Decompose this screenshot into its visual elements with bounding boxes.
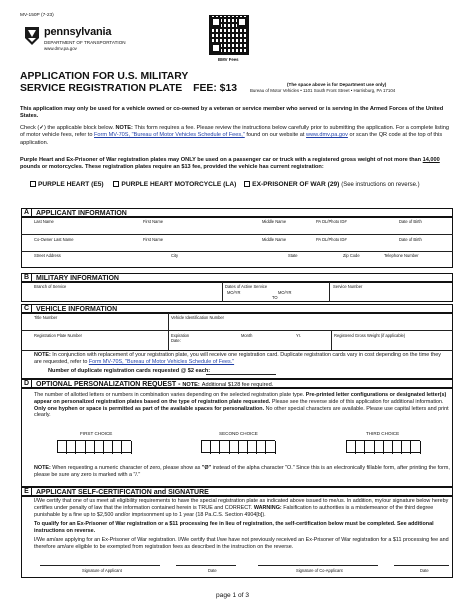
branch-of-service-field[interactable]: Branch of Service <box>34 284 67 289</box>
form-fee: FEE: $13 <box>193 83 238 94</box>
fee-schedule-link[interactable]: Form MV-70S, "Bureau of Motor Vehicles Schedule of Fees," <box>94 132 245 139</box>
section-e-letter: E <box>22 488 32 495</box>
co-owner-dob-field[interactable]: Date of Birth <box>399 237 422 242</box>
applicant-signature-label: Signature of Applicant <box>82 568 122 573</box>
co-owner-last-name-field[interactable]: Co-Owner Last Name <box>34 237 74 242</box>
section-d-title-text: OPTIONAL PERSONALIZATION REQUEST - <box>36 380 181 388</box>
agency-name: pennsylvania <box>44 26 112 38</box>
zero-character-note <box>34 465 450 479</box>
section-a-header <box>21 208 453 217</box>
applicant-date-label: Date <box>208 568 217 573</box>
plate-options <box>30 181 460 188</box>
checkmark-icon: ✓ <box>39 125 44 131</box>
agency-department: DEPARTMENT OF TRANSPORTATION <box>44 40 126 45</box>
zero-note-text-1: When requesting a numeric character of zero, please show as <box>52 465 201 471</box>
ex-pow-label: EX-PRISONER OF WAR (29) <box>252 181 340 188</box>
warning-label: WARNING: <box>253 504 282 511</box>
weight-limit: 14,000 <box>422 157 440 163</box>
city-field[interactable]: City <box>171 253 179 258</box>
personalization-text-2: Please see the reverse side of this application for additional information. <box>271 398 444 405</box>
personalization-text-1: The number of allotted letters or numbers in combination varies depending on the selected registration plate type. <box>34 392 305 398</box>
co-applicant-date-label: Date <box>420 568 429 573</box>
purple-heart-checkbox[interactable] <box>30 181 36 187</box>
gross-weight-field[interactable]: Registered Gross Weight (if applicable) <box>334 333 406 338</box>
section-d-note-label: NOTE: <box>182 381 200 388</box>
co-owner-middle-name-field[interactable]: Middle Name <box>262 237 287 242</box>
service-number-field[interactable]: Service Number <box>333 284 363 289</box>
qr-caption: BMV Fees <box>218 57 239 62</box>
duplicate-cards-label: Number of duplicate registration cards requested @ $2 each: <box>48 368 211 374</box>
registration-plate-field[interactable]: Registration Plate Number <box>34 333 83 338</box>
option-purple-heart[interactable] <box>30 181 104 188</box>
middle-name-field[interactable]: Middle Name <box>262 219 287 224</box>
section-c-title: VEHICLE INFORMATION <box>36 305 118 313</box>
last-name-field[interactable]: Last Name <box>34 219 54 224</box>
second-choice-boxes[interactable] <box>201 440 275 453</box>
certification-text-1: I/We certify that one of us meet all eligibility requirements to have the special registration plate as indicated above issued to me/us. In addition, my/our signature below hereby certifies under penalty of law that the information contained herein is TRUE and CORRECT. <box>34 498 449 511</box>
section-e-title: APPLICANT SELF-CERTIFICATION and SIGNATURE <box>36 488 209 496</box>
state-field[interactable]: State <box>288 253 298 258</box>
date-of-birth-field[interactable]: Date of Birth <box>399 219 422 224</box>
dmv-website-link[interactable]: www.dmv.pa.gov <box>306 132 348 139</box>
qr-code[interactable] <box>209 15 249 55</box>
form-id: MV-150P (7-23) <box>20 13 54 18</box>
zero-note-text-2: instead of the alpha character "O." Since this is an electronically fillable form, after printing the form, please be sure any zero is marked with a "/." <box>34 465 450 478</box>
active-service-dates-label: Dates of Active Service <box>225 284 268 289</box>
third-choice-boxes[interactable] <box>346 440 420 453</box>
plate-rules-paragraph <box>20 157 453 172</box>
co-owner-dl-field[interactable]: PA DL/Photo ID# <box>316 237 347 242</box>
form-title-text: SERVICE REGISTRATION PLATE <box>20 83 183 94</box>
section-c-letter: C <box>22 305 32 312</box>
dept-use-heading: (The space above is for Department use only) <box>287 82 387 87</box>
plate-rule-2: pounds or motorcycles. These registration plates require an $13 fee, provided the vehicle has current registration: <box>20 164 324 171</box>
pow-certification-text: I/We am/are applying for an Ex-Prisoner of War registration. I/We certify that I/we have not previously received an Ex-Prisoner of War registration for a $11 processing fee and therefore am/are eligible to be exempted from registration fees as described in the instruction on the reverse. <box>34 537 449 550</box>
section-c-header <box>21 304 453 313</box>
section-b-header <box>21 273 453 282</box>
fee-instructions: This form requires a fee. Please review the instructions below carefully prior to submitting the application. For a complete listing of motor vehicle fees, refer to <box>20 125 449 139</box>
first-choice-label: FIRST CHOICE <box>80 431 113 436</box>
section-d-note-text: Additional $128 fee required. <box>201 381 274 388</box>
title-number-field[interactable]: Title Number <box>34 315 58 320</box>
section-a-letter: A <box>22 209 32 216</box>
co-applicant-signature-line[interactable] <box>258 565 378 566</box>
personalization-text-3: No other special characters are available. Please use capital letters and print clearly. <box>34 405 449 419</box>
street-address-field[interactable]: Street Address <box>34 253 61 258</box>
qr-instruction: or scan the QR code at the top of this application. <box>20 132 443 146</box>
section-c-fee-link[interactable]: Form MV-70S, "Bureau of Motor Vehicles Schedule of Fees." <box>88 358 235 365</box>
section-c-note-label: NOTE: <box>34 352 51 358</box>
option-ex-pow[interactable] <box>244 181 339 188</box>
section-d-letter: D <box>22 380 32 387</box>
purple-heart-motorcycle-checkbox[interactable] <box>113 181 119 187</box>
expiration-month-field[interactable]: Month <box>241 333 253 338</box>
eligibility-text: This application may only be used for a vehicle owned or co-owned by a veteran or service member who served or is serving in the Armed Forces of the United States. <box>20 106 444 120</box>
expiration-year-field[interactable]: Yr. <box>296 333 302 338</box>
co-applicant-signature-label: Signature of Co-Applicant <box>296 568 343 573</box>
personalization-instructions <box>34 392 450 419</box>
section-c-note-text: In conjunction with replacement of your registration plate, you will receive one registration card. Duplicate registration cards vary in cost depending on the time they are requested, refer to <box>34 352 441 365</box>
section-a-title: APPLICANT INFORMATION <box>36 209 127 217</box>
check-text-mid: ) the applicable block below. <box>43 125 114 131</box>
third-choice-label: THIRD CHOICE <box>366 431 400 436</box>
personalization-bold-1: Pre-printed letter configurations or designated letter(s) appear on personalized registration plates based on the type of registration plate requested. <box>34 392 447 405</box>
option-purple-heart-motorcycle[interactable] <box>113 181 236 188</box>
section-b-title: MILITARY INFORMATION <box>36 274 119 282</box>
section-b-letter: B <box>22 274 32 281</box>
section-e-header <box>21 487 453 496</box>
dept-use-address: Bureau of Motor Vehicles • 1101 South Front Street • Harrisburg, PA 17104 <box>250 88 396 93</box>
co-applicant-date-line[interactable] <box>394 565 449 566</box>
co-owner-first-name-field[interactable]: First Name <box>143 237 164 242</box>
pa-keystone-logo <box>22 26 42 46</box>
zero-note-label: NOTE: <box>34 465 51 471</box>
agency-url: www.dmv.pa.gov <box>44 46 77 51</box>
ex-pow-checkbox[interactable] <box>244 181 250 187</box>
applicant-signature-line[interactable] <box>40 565 160 566</box>
personalization-bold-2: Only one hyphen or space is permitted as part of the available spaces for personalization. <box>34 405 265 412</box>
vin-field[interactable]: Vehicle Identification Number <box>171 315 225 320</box>
fee-waiver-text: To qualify for an Ex-Prisoner of War registration or a $11 processing fee in lieu of registration, the self-certification below must be completed. See additional instructions on reverse. <box>34 521 434 534</box>
telephone-field[interactable]: Telephone Number <box>384 253 419 258</box>
second-choice-label: SECOND CHOICE <box>219 431 258 436</box>
section-a-body <box>21 217 453 268</box>
purple-heart-motorcycle-label: PURPLE HEART MOTORCYCLE (LA) <box>121 181 237 188</box>
purple-heart-label: PURPLE HEART (E5) <box>38 181 104 188</box>
first-choice-boxes[interactable] <box>57 440 131 453</box>
service-to-label: TO <box>272 295 278 300</box>
found-text: found on our website at <box>246 132 305 139</box>
self-certification-text <box>34 498 450 518</box>
zero-symbol: "Ø" <box>201 465 212 471</box>
expiration-date-label: Expiration Date: <box>171 333 190 343</box>
service-end-field[interactable]: MO/YR <box>278 290 292 295</box>
section-d-header <box>21 379 453 388</box>
plate-rule-1: Purple Heart and Ex-Prisoner of War registration plates may ONLY be used on a passenger car or truck with a registered gross weight of not more than <box>20 157 422 163</box>
page-number: page 1 of 3 <box>216 592 249 599</box>
dl-photo-id-field[interactable]: PA DL/Photo ID# <box>316 219 347 224</box>
applicant-date-line[interactable] <box>176 565 236 566</box>
check-text-start: Check ( <box>20 125 40 131</box>
service-start-field[interactable]: MO/YR <box>227 290 241 295</box>
duplicate-cards-input[interactable] <box>206 374 276 375</box>
form-title-line2 <box>20 83 237 94</box>
first-name-field[interactable]: First Name <box>143 219 164 224</box>
zip-code-field[interactable]: Zip Code <box>343 253 360 258</box>
note-label: NOTE: <box>115 125 133 131</box>
certification-text-2: Falsification to authorities is a misdemeanor of the third degree punishable by a fine up to $2,500 and/or imprisonment up to 1 year (18 Pa.C.S. Section 4904[b]). <box>34 504 434 518</box>
duplicate-card-note <box>34 352 450 366</box>
instructions-paragraph <box>20 125 453 147</box>
form-title-line1: APPLICATION FOR U.S. MILITARY <box>20 71 189 82</box>
ex-pow-note: (See instructions on reverse.) <box>341 182 420 188</box>
